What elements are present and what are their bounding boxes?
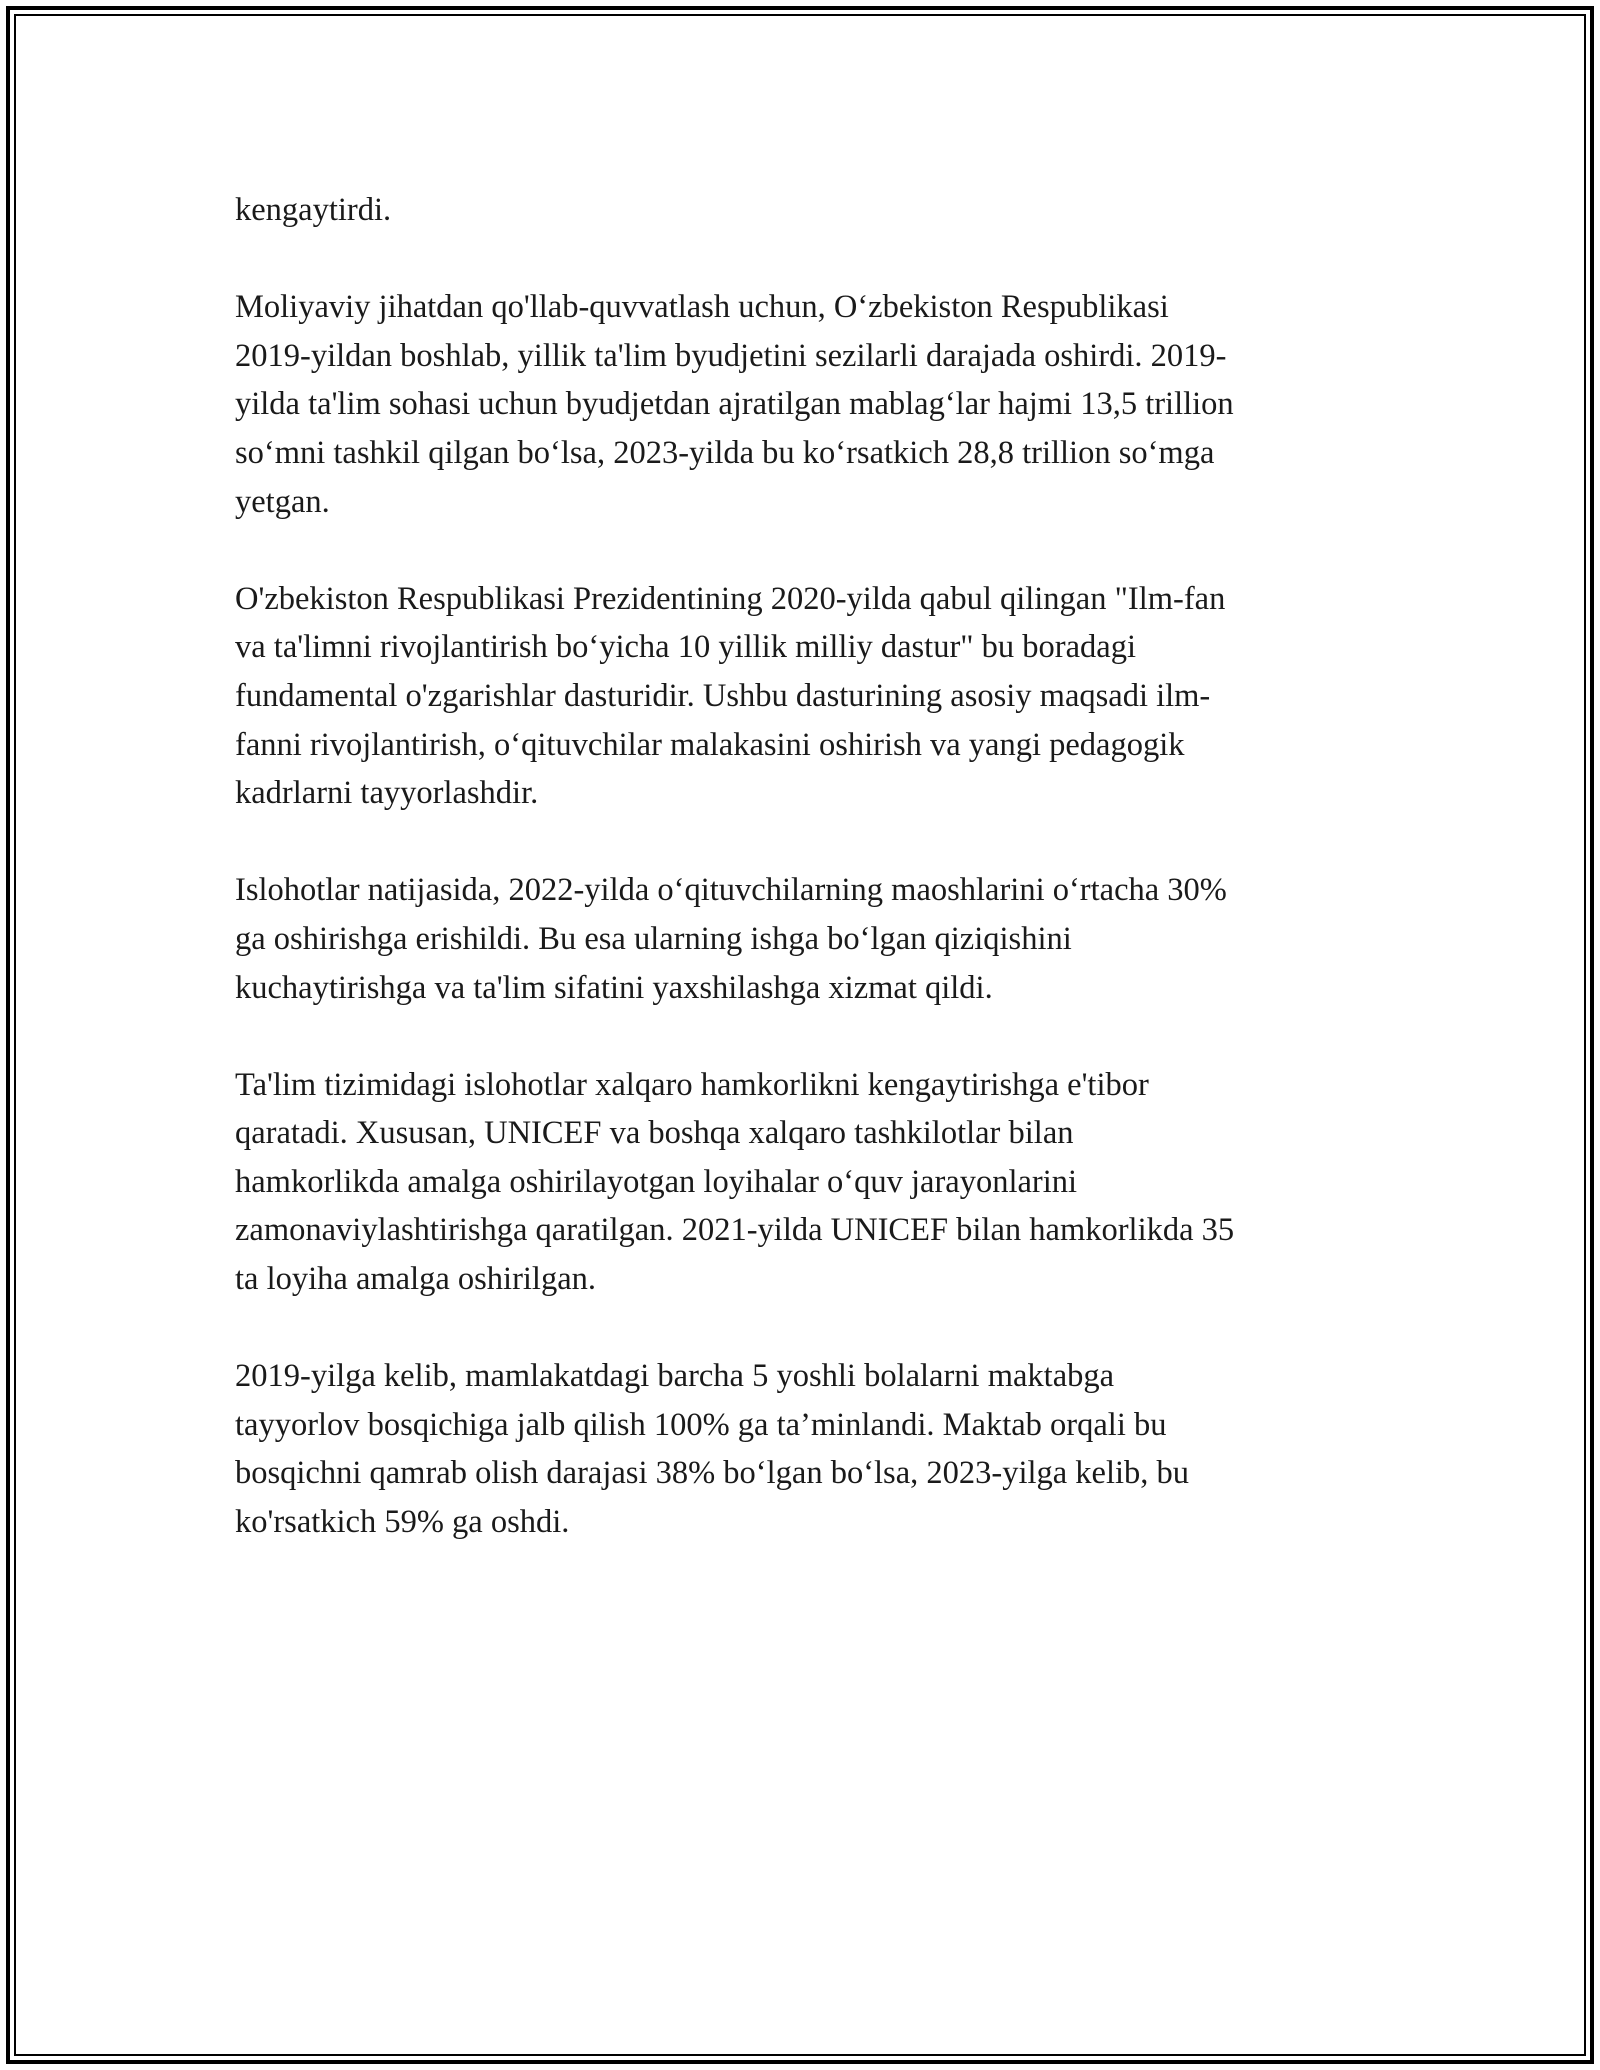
paragraph-national-program: O'zbekiston Respublikasi Prezidentining 2020-yilda qabul qilingan "Ilm-fan va ta'limni rivojlantirish bo‘yicha 10 yillik milliy dastur" bu boradagi fundamental o'zgarishlar dasturidir. Ushbu dasturining asosiy maqsadi ilm- fanni rivojlantirish, o‘qituvchilar malakasini oshirish va yangi pedagogik kadrlarni tayyorlashdir. [235,580,1226,812]
paragraph-continuation: kengaytirdi. [235,192,392,228]
paragraph-international-cooperation: Ta'lim tizimidagi islohotlar xalqaro hamkorlikni kengaytirishga e'tibor qaratadi. Xususan, UNICEF va boshqa xalqaro tashkilotlar bilan hamkorlikda amalga oshirilayotgan loyihalar o‘quv jarayonlarini zamonaviylashtirishga qaratilgan. 2021-yilda UNICEF bilan hamkorlikda 35 ta loyiha amalga oshirilgan. [235,1066,1235,1298]
paragraph-teacher-salaries: Islohotlar natijasida, 2022-yilda o‘qituvchilarning maoshlarini o‘rtacha 30% ga oshirishga erishildi. Bu esa ularning ishga bo‘lgan qiziqishini kuchaytirishga va ta'lim sifatini yaxshilashga xizmat qildi. [235,872,1227,1006]
paragraph-education-budget: Moliyaviy jihatdan qo'llab-quvvatlash uchun, O‘zbekiston Respublikasi 2019-yildan boshlab, yillik ta'lim byudjetini sezilarli darajada oshirdi. 2019- yilda ta'lim sohasi uchun byudjetdan ajratilgan mablag‘lar hajmi 13,5 trillion so‘mni tashkil qilgan bo‘lsa, 2023-yilda bu ko‘rsatkich 28,8 trillion so‘mga yetgan. [235,289,1234,520]
document-body [235,186,1385,1595]
paragraph-preschool-coverage: 2019-yilga kelib, mamlakatdagi barcha 5 yoshli bolalarni maktabga tayyorlov bosqichiga jalb qilish 100% ga ta’minlandi. Maktab orqali bu bosqichni qamrab olish darajasi 38% bo‘lgan bo‘lsa, 2023-yilga kelib, bu ko'rsatkich 59% ga oshdi. [235,1358,1190,1541]
